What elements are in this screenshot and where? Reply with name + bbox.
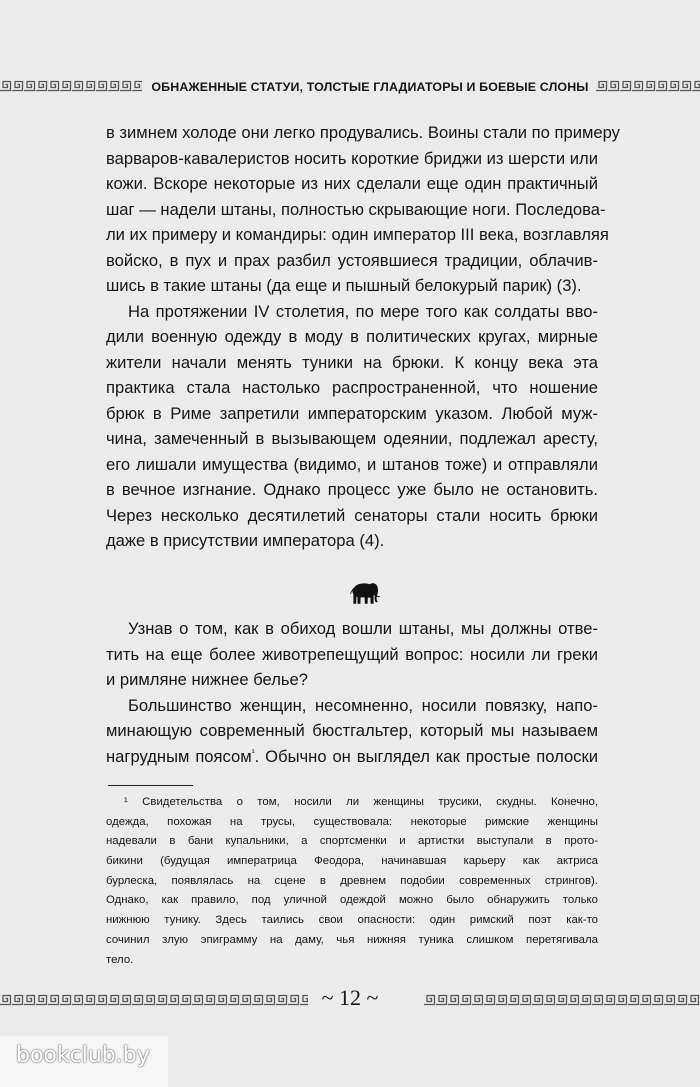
text-line: дили военную одежду в моду в политических кругах, мирные (106, 327, 598, 346)
text-segment: нагрудным поясом (106, 746, 252, 766)
running-head: ОБНАЖЕННЫЕ СТАТУИ, ТОЛСТЫЕ ГЛАДИАТОРЫ И БОЕВЫЕ СЛОНЫ (151, 80, 589, 94)
footnote-line: бурлеска, появлялась на сцене в древнем подобии современных стрингов). (106, 874, 598, 887)
footnote-line: надевали в бани купальники, а спортсменки и артистки выступали в прото- (106, 835, 598, 848)
elephant-icon (349, 581, 381, 610)
page-number: ~ 12 ~ (321, 985, 379, 1010)
footnote (106, 793, 598, 970)
text-line: На протяжении IV столетия, по мере того как солдаты вво- (128, 301, 598, 321)
footnote-line: бикини (будущая императрица Феодора, начинавшая карьеру как актриса (106, 855, 598, 868)
footnote-line: ¹ Свидетельства о том, носили ли женщины трусики, скудны. Конечно, (124, 796, 598, 808)
text-line: Через несколько десятилетий сенаторы стали носить брюки (106, 505, 598, 525)
text-line: шаг — надели штаны, полностью скрывающие ноги. Последова- (106, 199, 606, 219)
footnote-marker: ¹ (251, 746, 255, 757)
text-line: в зимнем холоде они легко продувались. Воины стали по примеру (106, 123, 620, 142)
footnote-line: Однако, как правило, под уличной одеждой можно было обнаружить только (106, 894, 598, 907)
header-ornament-right (596, 80, 700, 92)
text-line: жители начали менять туники на брюки. К концу века эта (106, 352, 598, 372)
footnote-line: тело. (106, 953, 134, 966)
text-line: минающую современный бюстгальтер, который мы называем (106, 721, 598, 740)
text-line: его лишали имущества (видимо, и штанов тоже) и отправляли (106, 454, 598, 474)
text-line: шись в такие штаны (да еще и пышный белокурый парик) (3). (106, 276, 582, 295)
footnote-line: одежда, похожая на трусы, существовала: некоторые римские женщины (106, 815, 598, 828)
text-line: в вечное изгнание. Однако процесс уже было не остановить. (106, 480, 598, 499)
text-line: кожи. Вскоре некоторые из них сделали еще один практичный (106, 174, 598, 193)
text-line (106, 744, 598, 770)
footnote-divider (108, 785, 193, 786)
footnote-line: нижнюю тунику. Здесь таились свои опасности: один римский поэт как-то (106, 914, 598, 927)
text-line: ли их примеру и командиры: один император III века, возглавляя (106, 225, 609, 244)
header-ornament-left (0, 80, 142, 92)
body-text-upper (106, 120, 620, 554)
text-line: варваров-кавалеристов носить короткие бриджи из шерсти или (106, 148, 598, 168)
text-line: практика стала настолько распространенной, что ношение (106, 378, 598, 397)
footnote-line: сочинил злую эпиграмму на даму, чья нижняя туника слишком перетягивала (106, 933, 598, 946)
text-line: и римляне нижнее белье? (106, 670, 309, 689)
text-line: брюк в Риме запретили императорским указом. Любой муж- (106, 403, 598, 423)
text-segment: . Обычно он выглядел как простые полоски (254, 746, 598, 766)
body-text-lower (106, 616, 598, 769)
text-line: тить на еще более животрепещущий вопрос: носили ли греки (106, 644, 598, 664)
text-line: войско, в пух и прах разбил устоявшиеся традиции, облачив- (106, 250, 598, 270)
watermark: bookclub.by (0, 1036, 168, 1087)
footer-ornament-right (424, 994, 700, 1006)
text-line: Узнав о том, как в обиход вошли штаны, мы должны отве- (128, 619, 598, 638)
footer-ornament-left (0, 994, 308, 1006)
text-line: чина, замеченный в вызывающем одеянии, подлежал аресту, (106, 429, 598, 448)
text-line: Большинство женщин, несомненно, носили повязку, напо- (128, 695, 598, 715)
text-line: даже в присутствии императора (4). (106, 531, 385, 550)
